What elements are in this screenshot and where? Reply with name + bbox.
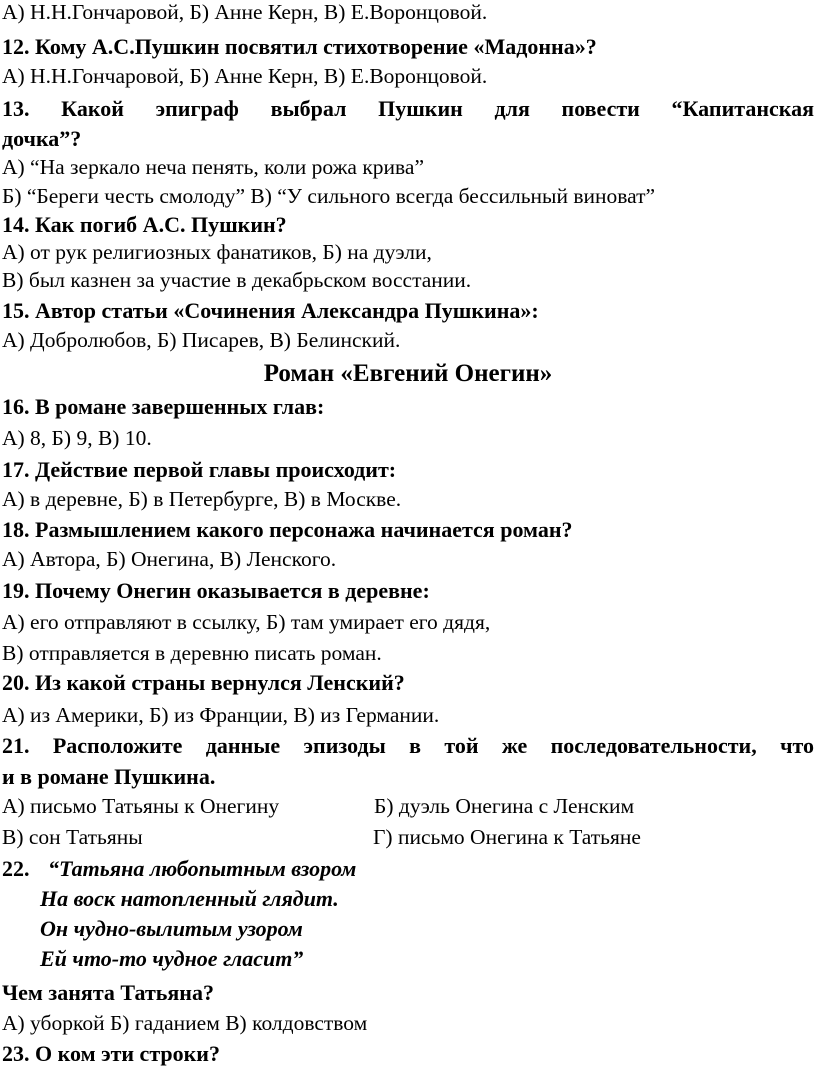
answer-line: А) уборкой Б) гаданием В) колдовством <box>2 1011 368 1035</box>
answer-line: А) Н.Н.Гончаровой, Б) Анне Керн, В) Е.Воронцовой. <box>2 64 488 88</box>
poem-line: “Татьяна любопытным взором <box>48 856 357 881</box>
question-12: 12. Кому А.С.Пушкин посвятил стихотворение «Мадонна»? <box>2 34 597 59</box>
answer-line: В) сон Татьяны <box>2 825 143 849</box>
question-22: Чем занята Татьяна? <box>2 980 214 1005</box>
answer-line: Б) дуэль Онегина с Ленским <box>374 794 635 818</box>
answer-line: А) Автора, Б) Онегина, В) Ленского. <box>2 547 337 571</box>
question-18: 18. Размышлением какого персонажа начинается роман? <box>2 517 573 542</box>
poem-line: Ей что-то чудное гласит” <box>40 946 304 971</box>
section-title: Роман «Евгений Онегин» <box>263 360 553 387</box>
answer-line: В) отправляется в деревню писать роман. <box>2 641 382 665</box>
answer-line: А) его отправляют в ссылку, Б) там умирает его дядя, <box>2 610 491 634</box>
question-13: 13. Какой эпиграф выбрал Пушкин для повести “Капитанская <box>2 96 814 121</box>
poem-line: На воск натопленный глядит. <box>40 886 339 911</box>
question-17: 17. Действие первой главы происходит: <box>2 457 397 482</box>
question-22-number: 22. <box>2 856 30 881</box>
poem-line: Он чудно-вылитым узором <box>40 916 303 941</box>
question-23: 23. О ком эти строки? <box>2 1041 220 1066</box>
question-13-cont: дочка”? <box>2 126 82 151</box>
answer-line: А) Н.Н.Гончаровой, Б) Анне Керн, В) Е.Воронцовой. <box>2 0 488 24</box>
answer-line: А) от рук религиозных фанатиков, Б) на дуэли, <box>2 240 432 264</box>
answer-line: Г) письмо Онегина к Татьяне <box>373 825 641 849</box>
answer-line: А) Добролюбов, Б) Писарев, В) Белинский. <box>2 328 401 352</box>
question-20: 20. Из какой страны вернулся Ленский? <box>2 670 405 695</box>
answer-line: А) 8, Б) 9, В) 10. <box>2 426 152 450</box>
answer-line: Б) “Береги честь смолоду” В) “У сильного всегда бессильный виноват” <box>2 184 656 208</box>
question-19: 19. Почему Онегин оказывается в деревне: <box>2 578 430 603</box>
answer-line: В) был казнен за участие в декабрьском восстании. <box>2 268 472 292</box>
question-21: 21. Расположите данные эпизоды в той же последовательности, что <box>2 733 814 758</box>
answer-line: А) “На зеркало неча пенять, коли рожа крива” <box>2 155 425 179</box>
question-15: 15. Автор статьи «Сочинения Александра Пушкина»: <box>2 298 539 323</box>
question-16: 16. В романе завершенных глав: <box>2 394 325 419</box>
answer-line: А) письмо Татьяны к Онегину <box>2 794 280 818</box>
answer-line: А) из Америки, Б) из Франции, В) из Германии. <box>2 703 440 727</box>
answer-line: А) в деревне, Б) в Петербурге, В) в Москве. <box>2 487 402 511</box>
question-14: 14. Как погиб А.С. Пушкин? <box>2 212 287 237</box>
question-21-cont: и в романе Пушкина. <box>2 764 216 789</box>
